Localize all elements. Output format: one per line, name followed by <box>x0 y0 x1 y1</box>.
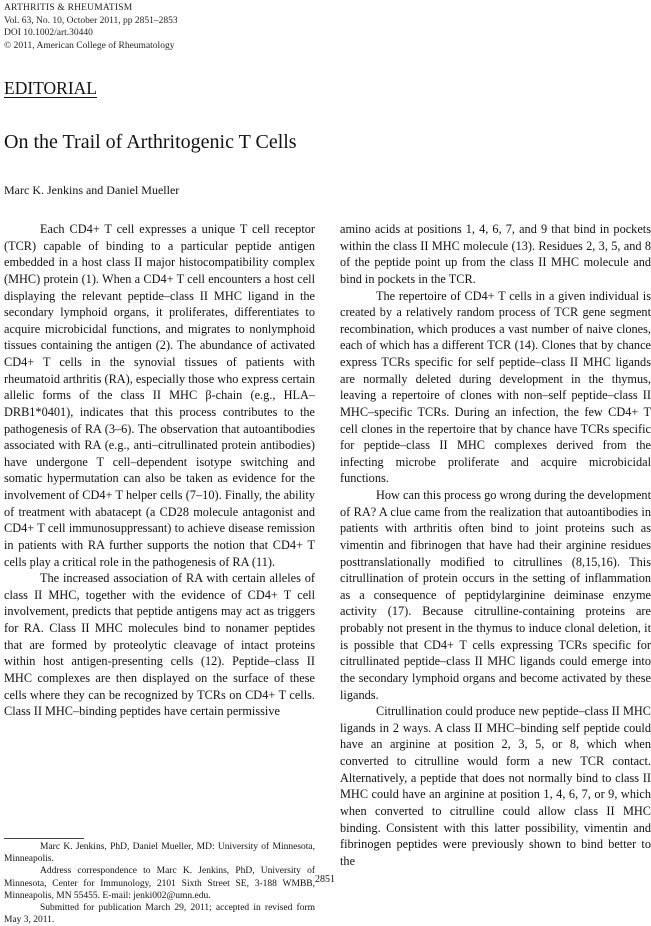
body-paragraph: Citrullination could produce new peptide–class II MHC ligands in 2 ways. A class II MHC–binding self peptide could have an arginine at position 2, 3, 5, or 8, which when converted to citrulline would form a new TCR contact. Alternatively, a peptide that does not normally bind to class II MHC could have an arginine at position 1, 4, 6, 7, or 9, which when converted to citrulline could allow class II MHC binding. Consistent with this latter possibility, vimentin and fibrinogen peptides were previously shown to bind better to the <box>340 704 651 868</box>
right-column <box>340 221 651 869</box>
footnote-affiliation: Marc K. Jenkins, PhD, Daniel Mueller, MD: University of Minnesota, Minneapolis. <box>4 842 315 865</box>
body-paragraph: amino acids at positions 1, 4, 6, 7, and 9 that bind in pockets within the class II MHC molecule (13). Residues 2, 3, 5, and 8 of the peptide point up from the class II MHC molecule and bind in pockets in the TCR. <box>340 222 651 286</box>
article-title: On the Trail of Arthritogenic T Cells <box>4 131 297 153</box>
body-paragraph: The increased association of RA with certain alleles of class II MHC, together with the evidence of CD4+ T cell involvement, predicts that peptide antigens may act as triggers for RA. Class II MHC molecules bind to nonamer peptides that are formed by proteolytic cleavage of intact proteins within host antigen-presenting cells (12). Peptide–class II MHC complexes are then displayed on the surface of these cells where they can be recognized by TCRs on CD4+ T cells. Class II MHC–binding peptides have certain permissive <box>4 571 315 719</box>
footnote-correspondence: Address correspondence to Marc K. Jenkins, PhD, University of Minnesota, Center for Immunology, 2101 Sixth Street SE, 3-188 WMBB, Minneapolis, MN 55455. E-mail: jenki002@umn.edu. <box>4 866 315 901</box>
footnote-divider <box>4 838 84 839</box>
body-paragraph: The repertoire of CD4+ T cells in a given individual is created by a relatively random process of TCR gene segment recombination, which produces a vast number of naive clones, each of which has a different TCR (14). Clones that by chance express TCRs specific for self peptide–class II MHC ligands are normally deleted during development in the thymus, leaving a repertoire of clones with non–self peptide–class II MHC–specific TCRs. During an infection, the few CD4+ T cell clones in the repertoire that by chance have TCRs specific for peptide–class II MHC complexes derived from the infecting microbe proliferate and acquire microbicidal functions. <box>340 288 651 486</box>
journal-copyright: © 2011, American College of Rheumatology <box>4 40 175 51</box>
author-list: Marc K. Jenkins and Daniel Mueller <box>4 183 180 197</box>
journal-doi: DOI 10.1002/art.30440 <box>4 28 93 39</box>
footnote-submission-dates: Submitted for publication March 29, 2011; accepted in revised form May 3, 2011. <box>4 903 315 926</box>
body-paragraph: How can this process go wrong during the development of RA? A clue came from the realization that autoantibodies in patients with arthritis often bind to joint proteins such as vimentin and fibrinogen that have had their arginine residues posttranslationally modified to citrullines (8,15,16). This citrullination of protein occurs in the setting of inflammation as a consequence of peptidylarginine deiminase enzyme activity (17). Because citrulline-containing proteins are probably not present in the thymus to induce clonal deletion, it is possible that CD4+ T cells expressing TCRs specific for citrullinated peptide–class II MHC ligands could emerge into the secondary lymphoid organs and become activated by these ligands. <box>340 488 651 702</box>
journal-header <box>4 2 304 52</box>
body-paragraph: Each CD4+ T cell expresses a unique T cell receptor (TCR) capable of binding to a particular peptide antigen embedded in a host class II major histocompatibility complex (MHC) protein (1). When a CD4+ T cell encounters a host cell displaying the relevant peptide–class II MHC ligand in the secondary lymphoid organs, it proliferates, differentiates to acquire microbicidal functions, and migrates to nonlymphoid tissues containing the antigen (2). The abundance of activated CD4+ T cells in the synovial tissues of patients with rheumatoid arthritis (RA), especially those who express certain allelic forms of the class II MHC β-chain (e.g., HLA–DRB1*0401), indicates that this process contributes to the pathogenesis of RA (3–6). The observation that autoantibodies associated with RA (e.g., anti–citrullinated protein antibodies) have undergone T cell–dependent isotype switching and somatic hypermutation can also be taken as evidence for the involvement of CD4+ T helper cells (7–10). Finally, the ability of treatment with abatacept (a CD28 molecule antagonist and CD4+ T cell immunosuppressant) to achieve disease remission in patients with RA further supports the notion that CD4+ T cells play a critical role in the pathogenesis of RA (11). <box>4 222 315 569</box>
journal-name: ARTHRITIS & RHEUMATISM <box>4 3 133 13</box>
section-label: EDITORIAL <box>4 78 97 98</box>
page-number: 2851 <box>315 874 335 885</box>
journal-volume-line: Vol. 63, No. 10, October 2011, pp 2851–2853 <box>4 15 178 26</box>
left-column <box>4 221 315 720</box>
